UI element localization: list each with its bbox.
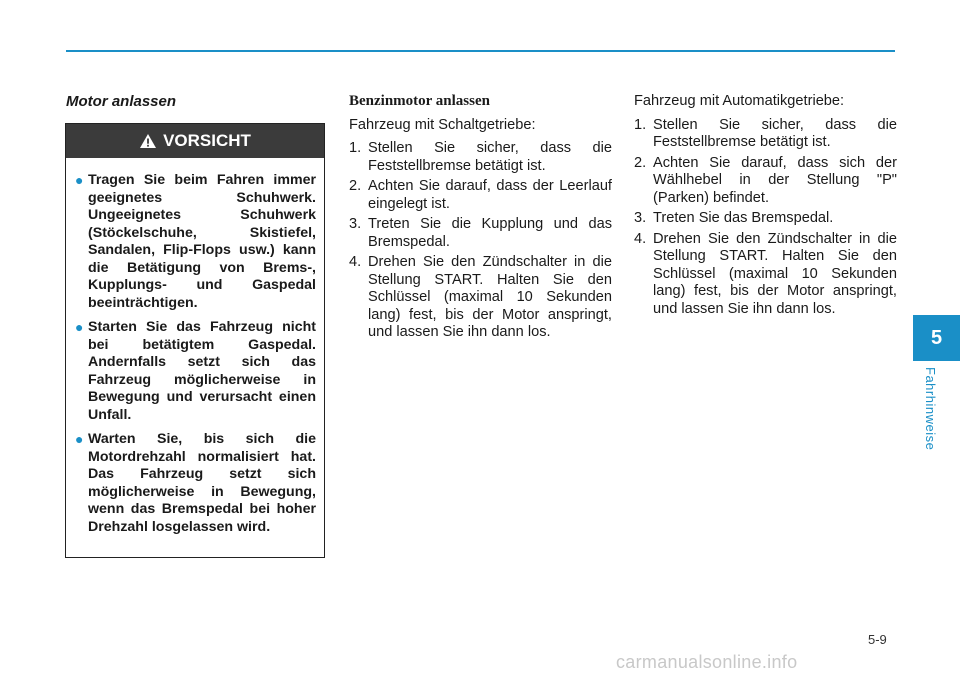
- warning-item: [75, 319, 316, 424]
- intro-text: Fahrzeug mit Automatikgetriebe:: [634, 93, 845, 109]
- step-item: [634, 231, 897, 319]
- warning-title: VORSICHT: [163, 131, 251, 150]
- step-number: 1.: [634, 116, 647, 133]
- step-number: 4.: [634, 230, 647, 247]
- step-text: Stellen Sie sicher, dass die Feststellbremse betätigt ist.: [368, 140, 612, 174]
- sub-heading: Benzinmotor anlassen: [349, 93, 490, 109]
- steps-list: [349, 140, 612, 342]
- step-number: 2.: [349, 178, 362, 194]
- warning-box: [65, 123, 325, 558]
- step-text: Achten Sie darauf, dass der Leerlauf eingelegt ist.: [368, 178, 612, 212]
- step-text: Drehen Sie den Zündschalter in die Stellung START. Halten Sie den Schlüssel (maximal 10 Sekunden lang) fest, bis der Motor anspringt, und lassen Sie ihn dann los.: [368, 254, 612, 340]
- warning-item-text: Tragen Sie beim Fahren immer geeignetes Schuhwerk. Ungeeignetes Schuhwerk (Stöckelschuhe, Skistiefel, Sandalen, Flip-Flops usw.) kann die Betätigung von Brems-, Kupplungs- und Gaspedal beeinträchtigen.: [88, 172, 316, 311]
- chapter-title: Fahrhinweise: [923, 367, 938, 451]
- step-text: Stellen Sie sicher, dass die Feststellbremse betätigt ist.: [653, 116, 897, 150]
- step-item: [349, 216, 612, 251]
- warning-list: [66, 158, 324, 536]
- step-number: 2.: [634, 154, 647, 171]
- warning-item: [75, 172, 316, 312]
- step-item: [634, 155, 897, 208]
- step-item: [634, 117, 897, 152]
- bullet-icon: ●: [75, 319, 84, 335]
- bullet-icon: ●: [75, 431, 84, 447]
- step-item: [349, 178, 612, 213]
- automatic-transmission-column: [634, 93, 897, 321]
- step-text: Treten Sie das Bremspedal.: [653, 210, 834, 226]
- step-number: 4.: [349, 254, 362, 270]
- header-rule: [66, 50, 895, 52]
- warning-item: [75, 431, 316, 536]
- intro-text: Fahrzeug mit Schaltgetriebe:: [349, 116, 536, 133]
- steps-list: [634, 117, 897, 319]
- step-item: [349, 254, 612, 342]
- chapter-tab: 5: [913, 315, 960, 361]
- watermark: carmanualsonline.info: [616, 652, 798, 672]
- step-number: 3.: [634, 210, 647, 226]
- step-text: Drehen Sie den Zündschalter in die Stellung START. Halten Sie den Schlüssel (maximal 10 Sekunden lang) fest, bis der Motor anspringt, und lassen Sie ihn dann los.: [653, 230, 897, 317]
- bullet-icon: ●: [75, 172, 84, 188]
- step-item: [349, 140, 612, 175]
- manual-transmission-column: [349, 93, 612, 345]
- step-number: 3.: [349, 216, 362, 232]
- warning-triangle-icon: [139, 133, 157, 149]
- section-heading: Motor anlassen: [66, 93, 177, 110]
- step-text: Treten Sie die Kupplung und das Bremspedal.: [368, 216, 612, 250]
- step-text: Achten Sie darauf, dass sich der Wählhebel in der Stellung "P" (Parken) befindet.: [653, 154, 897, 206]
- page-number: 5-9: [868, 632, 887, 647]
- step-item: [634, 210, 897, 228]
- warning-item-text: Starten Sie das Fahrzeug nicht bei betätigtem Gaspedal. Andernfalls setzt sich das Fahrzeug möglicherweise in Bewegung und verursacht einen Unfall.: [88, 319, 316, 423]
- step-number: 1.: [349, 140, 362, 156]
- warning-header: [66, 124, 324, 158]
- warning-item-text: Warten Sie, bis sich die Motordrehzahl normalisiert hat. Das Fahrzeug setzt sich möglicherweise in Bewegung, wenn das Bremspedal bei hoher Drehzahl losgelassen wird.: [88, 431, 316, 535]
